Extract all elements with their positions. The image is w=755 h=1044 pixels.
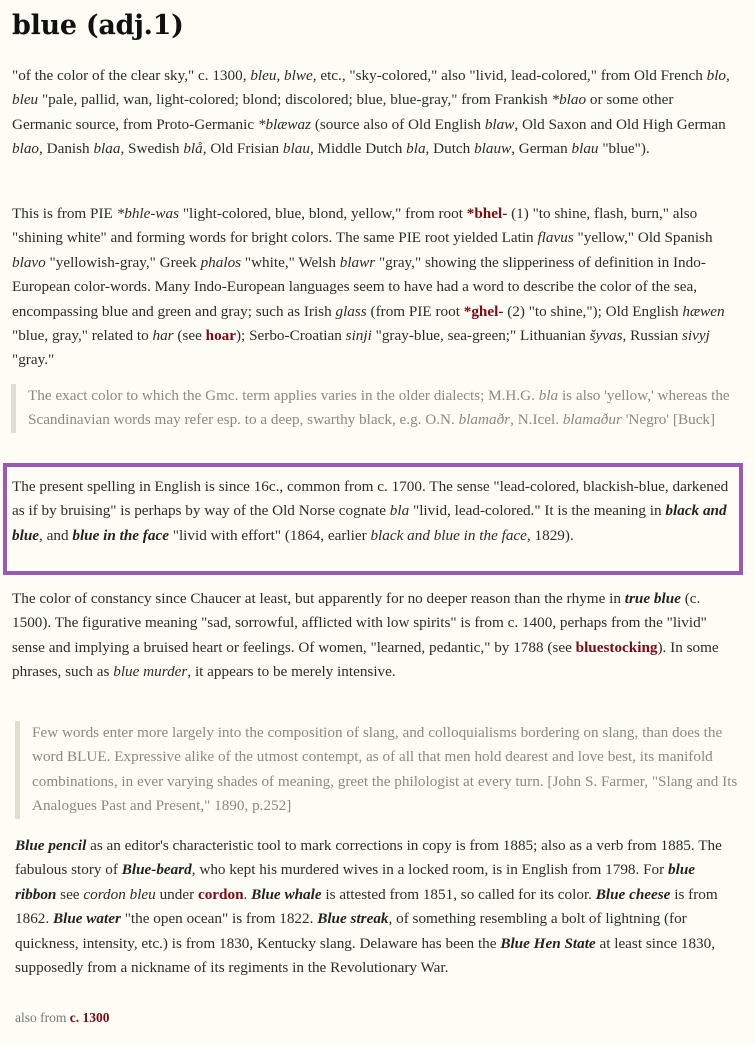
link-c-1300[interactable]: c. 1300 bbox=[69, 1010, 110, 1025]
italic-word: bleu, blwe bbox=[250, 67, 313, 84]
bold-phrase: black and blue bbox=[12, 502, 727, 544]
text: "white," Welsh bbox=[241, 253, 340, 271]
text: "yellow," Old Spanish bbox=[573, 229, 713, 247]
text: see bbox=[56, 885, 84, 903]
italic-word: flavus bbox=[537, 229, 574, 247]
text: "gray-blue, sea-green;" Lithuanian bbox=[371, 327, 590, 345]
italic-word: phalos bbox=[200, 253, 242, 271]
text: (see bbox=[173, 327, 206, 345]
paragraph-present-spelling bbox=[12, 475, 734, 548]
text: , Old Frisian bbox=[202, 140, 283, 158]
italic-word: bla bbox=[538, 387, 559, 404]
text: , who kept his murdered wives in a locked room, is in English from 1798. For bbox=[191, 861, 668, 879]
italic-word: blamaðr bbox=[458, 411, 511, 429]
italic-word: blau bbox=[571, 140, 599, 158]
text: This is from PIE bbox=[12, 205, 117, 222]
text: "gray." bbox=[12, 351, 55, 369]
text: "blue"). bbox=[598, 140, 650, 158]
text: (c. 1500). The figurative meaning "sad, sorrowful, afflicted with low spirits" is from c. 1400, perhaps from the "livid" sense and implying a bruised heart or feelings. Of women, "learned, pedantic," by 1788 (see bbox=[12, 590, 707, 656]
text: or some other Germanic source, from Proto-Germanic bbox=[12, 91, 674, 133]
text: at least since 1830, supposedly from a nickname of its regiments in the Revolutionary War. bbox=[15, 934, 716, 977]
link-cordon[interactable]: cordon bbox=[197, 885, 244, 903]
paragraph-compounds bbox=[15, 834, 737, 980]
text: as an editor's characteristic tool to mark corrections in copy is from 1885; also as a verb from 1885. The fabulous story of bbox=[15, 837, 722, 879]
text: is from 1862. bbox=[15, 885, 718, 928]
italic-word: bla bbox=[406, 140, 426, 158]
text: ). In some phrases, such as bbox=[12, 638, 719, 681]
text: (1) "to shine, flash, burn," also "shining white" and forming words for bright colors. The same PIE root yielded Latin bbox=[12, 205, 698, 247]
text: . bbox=[243, 885, 252, 903]
bold-phrase: Blue streak bbox=[317, 910, 389, 928]
text: is also 'yellow,' whereas the Scandinavian words may refer esp. to a deep, swarthy black, e.g. O.N. bbox=[28, 387, 730, 429]
text: The present spelling in English is since 16c., common from c. 1700. The sense "lead-colored, blackish-blue, darkened as if by bruising" is perhaps by way of the Old Norse cognate bbox=[12, 478, 729, 520]
text: , it appears to be merely intensive. bbox=[187, 663, 396, 681]
bold-phrase: Blue water bbox=[52, 910, 121, 928]
text: , Russian bbox=[622, 327, 683, 345]
also-from bbox=[15, 1010, 110, 1026]
paragraph-constancy bbox=[12, 587, 737, 685]
italic-word: blaw bbox=[484, 115, 515, 133]
text: (from PIE root bbox=[366, 302, 464, 320]
text: "livid, lead-colored." It is the meaning in bbox=[409, 502, 666, 520]
italic-word: black and blue in the face bbox=[370, 526, 527, 544]
italic-word: blamaður bbox=[562, 411, 622, 429]
italic-word: blao bbox=[12, 140, 40, 158]
text: "yellowish-gray," Greek bbox=[45, 253, 201, 271]
italic-word: bla bbox=[389, 502, 410, 520]
text: , of something resembling a bolt of lightning (for quickness, intensity, etc.) is from 1830, Kentucky slang. Delaware has been the bbox=[15, 910, 687, 952]
italic-word: *blao bbox=[551, 91, 587, 109]
italic-word: blauw bbox=[474, 140, 512, 158]
text: "of the color of the clear sky," c. 1300, bbox=[12, 67, 251, 84]
link-bluestocking[interactable]: bluestocking bbox=[575, 638, 658, 656]
italic-word: blawr bbox=[339, 253, 376, 271]
text: (source also of Old English bbox=[311, 115, 485, 133]
entry-title: blue (adj.1) bbox=[12, 10, 184, 41]
bold-phrase: blue in the face bbox=[72, 526, 169, 544]
italic-word: sivyj bbox=[682, 327, 710, 345]
bold-phrase: true blue bbox=[624, 590, 681, 607]
italic-word: hæwen bbox=[682, 302, 725, 320]
bold-phrase: blue ribbon bbox=[15, 861, 696, 903]
text: "blue, gray," related to bbox=[12, 327, 153, 345]
link-bhel[interactable]: *bhel- bbox=[466, 205, 508, 222]
italic-word: blaa bbox=[93, 140, 121, 158]
text: 'Negro' [Buck] bbox=[621, 411, 716, 429]
text: "livid with effort" (1864, earlier bbox=[168, 526, 371, 544]
link-hoar[interactable]: hoar bbox=[205, 327, 236, 345]
text: , N.Icel. bbox=[510, 411, 563, 429]
text: "gray," showing the slipperiness of definition in Indo-European color-words. Many Indo-European languages seem to have had a word to describe the color of the sea, encompassing blue and green and gray; such as Irish bbox=[12, 253, 706, 320]
link-ghel[interactable]: *ghel- bbox=[463, 302, 504, 320]
also-from-label: also from bbox=[15, 1010, 70, 1025]
text: The color of constancy since Chaucer at least, but apparently for no deeper reason than the rhyme in bbox=[12, 590, 625, 607]
bold-phrase: Blue whale bbox=[251, 885, 322, 903]
italic-word: blue murder bbox=[113, 663, 188, 681]
text: , Middle Dutch bbox=[309, 140, 407, 158]
text: , German bbox=[511, 140, 572, 158]
bold-phrase: Blue Hen State bbox=[500, 934, 596, 952]
text: is attested from 1851, so called for its color. bbox=[321, 885, 596, 903]
italic-word: blau bbox=[282, 140, 310, 158]
quote-farmer: Few words enter more largely into the composition of slang, and colloquialisms bordering on slang, than does the word BLUE. Expressive alike of the utmost contempt, as of all that men hold dearest and love best, its manifold combinations, in ever varying shades of meaning, greet the philologist at every turn. [John S. Farmer, "Slang and Its Analogues Past and Present," 1890, p.252] bbox=[15, 721, 750, 819]
paragraph-pie-root bbox=[12, 202, 737, 373]
bold-phrase: Blue pencil bbox=[15, 837, 87, 854]
italic-word: sinji bbox=[345, 327, 372, 345]
italic-word: blo, bleu bbox=[12, 67, 730, 109]
bold-phrase: Blue cheese bbox=[595, 885, 671, 903]
italic-word: blavo bbox=[12, 253, 46, 271]
text: , etc., "sky-colored," also "livid, lead-colored," from Old French bbox=[312, 67, 707, 84]
italic-word: cordon bleu bbox=[83, 885, 156, 903]
italic-word: *bhle-was bbox=[116, 205, 180, 222]
text: The exact color to which the Gmc. term applies varies in the older dialects; M.H.G. bbox=[28, 387, 539, 404]
text: "the open ocean" is from 1822. bbox=[120, 910, 318, 928]
text: "light-colored, blue, blond, yellow," from root bbox=[179, 205, 467, 222]
text: , and bbox=[39, 526, 73, 544]
text: , 1829). bbox=[526, 526, 574, 544]
italic-word: har bbox=[152, 327, 174, 345]
text: (2) "to shine,"); Old English bbox=[503, 302, 683, 320]
text: ); Serbo-Croatian bbox=[236, 327, 346, 345]
italic-word: glass bbox=[335, 302, 367, 320]
italic-word: *blæwaz bbox=[257, 115, 312, 133]
text: , Swedish bbox=[120, 140, 184, 158]
text: , Dutch bbox=[425, 140, 475, 158]
text: under bbox=[155, 885, 198, 903]
text: "pale, pallid, wan, light-colored; blond; discolored; blue, blue-gray," from Frankish bbox=[38, 91, 552, 109]
text: , Old Saxon and Old High German bbox=[514, 115, 726, 133]
italic-word: šyvas bbox=[589, 327, 623, 345]
paragraph-origin bbox=[12, 64, 732, 162]
italic-word: blå bbox=[183, 140, 203, 158]
text: , Danish bbox=[39, 140, 94, 158]
quote-buck bbox=[11, 384, 748, 433]
bold-phrase: Blue-beard bbox=[121, 861, 192, 879]
